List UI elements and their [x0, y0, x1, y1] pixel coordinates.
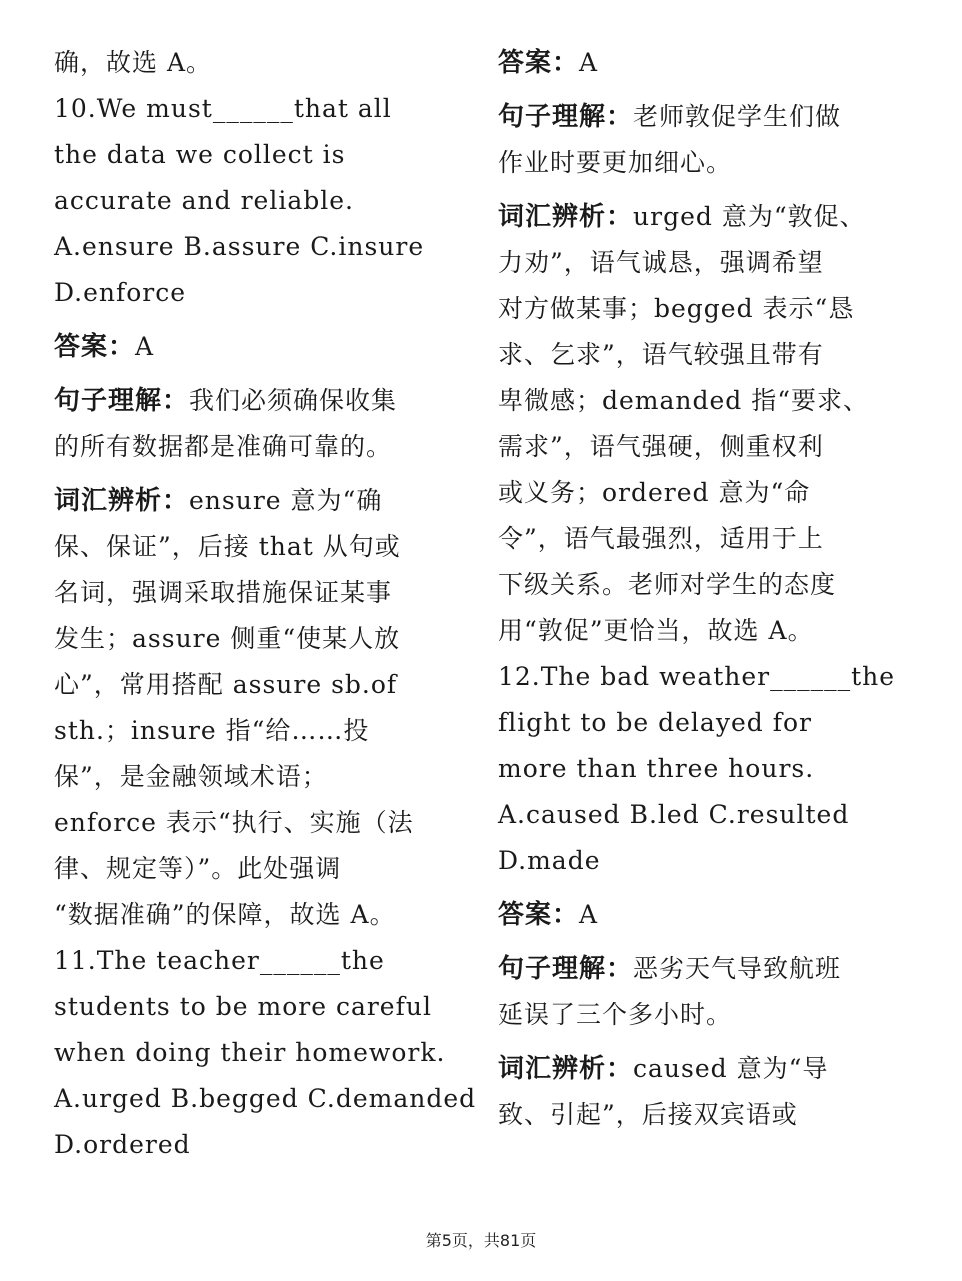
text-line — [54, 846, 454, 892]
line-text: “数据准确”的保障，故选 A。 — [54, 900, 396, 929]
line-text: 名词，强调采取措施保证某事 — [54, 578, 393, 607]
text-line — [54, 708, 454, 754]
section-label: 词汇辨析： — [498, 1054, 634, 1084]
section-label: 句子理解： — [498, 102, 634, 132]
line-text: A.urged B.begged C.demanded — [54, 1084, 477, 1113]
text-line — [498, 194, 898, 240]
text-line — [54, 224, 454, 270]
line-text: enforce 表示“执行、实施（法 — [54, 808, 414, 837]
line-text: 11.The teacher______the — [54, 946, 385, 975]
line-text: 恶劣天气导致航班 — [633, 954, 842, 983]
section-label: 词汇辨析： — [54, 486, 190, 516]
text-line — [54, 178, 454, 224]
section-label: 句子理解： — [498, 954, 634, 984]
line-text: A — [579, 48, 599, 77]
text-line — [54, 892, 454, 938]
line-text: urged 意为“敦促、 — [633, 202, 866, 231]
text-line — [498, 1092, 898, 1138]
line-text: more than three hours. — [498, 754, 815, 783]
left-column — [54, 40, 477, 1168]
line-text: students to be more careful — [54, 992, 432, 1021]
text-line — [54, 132, 454, 178]
text-line — [54, 984, 454, 1030]
line-text: flight to be delayed for — [498, 708, 812, 737]
text-line — [498, 608, 898, 654]
line-text: D.ordered — [54, 1130, 191, 1159]
text-line — [498, 240, 898, 286]
text-line — [498, 516, 898, 562]
line-text: A — [579, 900, 599, 929]
line-text: 10.We must______that all — [54, 94, 392, 123]
text-line — [54, 378, 454, 424]
line-text: 保、保证”，后接 that 从句或 — [54, 532, 401, 561]
line-text: 12.The bad weather______the — [498, 662, 896, 691]
line-text: 律、规定等）”。此处强调 — [54, 854, 342, 883]
line-text: the data we collect is — [54, 140, 346, 169]
text-line — [498, 424, 898, 470]
line-text: caused 意为“导 — [633, 1054, 829, 1083]
text-line — [498, 286, 898, 332]
text-line — [54, 86, 454, 132]
text-line — [498, 562, 898, 608]
text-line — [498, 140, 898, 186]
text-line — [498, 838, 898, 884]
line-text: 作业时要更加细心。 — [498, 148, 733, 177]
line-text: 发生；assure 侧重“使某人放 — [54, 624, 401, 653]
text-line — [54, 40, 454, 86]
text-line — [54, 524, 454, 570]
section-label: 答案： — [498, 900, 580, 930]
text-line — [498, 94, 898, 140]
text-line — [54, 1030, 454, 1076]
text-line — [54, 754, 454, 800]
line-text: D.made — [498, 846, 601, 875]
line-text: 老师敦促学生们做 — [633, 102, 842, 131]
line-text: D.enforce — [54, 278, 187, 307]
text-line — [54, 424, 454, 470]
text-line — [54, 616, 454, 662]
text-line — [54, 478, 454, 524]
text-line — [498, 946, 898, 992]
line-text: 求、乞求”，语气较强且带有 — [498, 340, 824, 369]
text-line — [498, 654, 898, 700]
text-line — [54, 570, 454, 616]
line-text: when doing their homework. — [54, 1038, 446, 1067]
line-text: A — [135, 332, 155, 361]
text-line — [498, 1046, 898, 1092]
text-line — [54, 1122, 454, 1168]
line-text: 致、引起”，后接双宾语或 — [498, 1100, 798, 1129]
text-line — [54, 324, 454, 370]
right-column — [498, 40, 898, 1138]
line-text: ensure 意为“确 — [189, 486, 383, 515]
line-text: 确，故选 A。 — [54, 48, 213, 77]
text-line — [498, 892, 898, 938]
line-text: 令”，语气最强烈，适用于上 — [498, 524, 824, 553]
line-text: 心”，常用搭配 assure sb.of — [54, 670, 398, 699]
line-text: 卑微感；demanded 指“要求、 — [498, 386, 870, 415]
section-label: 答案： — [498, 48, 580, 78]
line-text: 力劝”，语气诚恳，强调希望 — [498, 248, 824, 277]
line-text: accurate and reliable. — [54, 186, 354, 215]
text-line — [54, 270, 454, 316]
text-line — [498, 700, 898, 746]
line-text: 延误了三个多小时。 — [498, 1000, 733, 1029]
text-line — [498, 470, 898, 516]
line-text: A.ensure B.assure C.insure — [54, 232, 425, 261]
text-line — [498, 332, 898, 378]
line-text: 对方做某事；begged 表示“恳 — [498, 294, 855, 323]
line-text: 下级关系。老师对学生的态度 — [498, 570, 837, 599]
text-line — [498, 792, 898, 838]
text-line — [54, 662, 454, 708]
text-line — [498, 992, 898, 1038]
line-text: A.caused B.led C.resulted — [498, 800, 850, 829]
line-text: 需求”，语气强硬，侧重权利 — [498, 432, 824, 461]
line-text: 我们必须确保收集 — [189, 386, 398, 415]
line-text: sth.；insure 指“给……投 — [54, 716, 370, 745]
line-text: 或义务；ordered 意为“命 — [498, 478, 811, 507]
text-line — [54, 800, 454, 846]
text-line — [498, 746, 898, 792]
section-label: 词汇辨析： — [498, 202, 634, 232]
text-line — [498, 40, 898, 86]
text-line — [54, 1076, 477, 1122]
text-line — [498, 378, 898, 424]
line-text: 用“敦促”更恰当，故选 A。 — [498, 616, 814, 645]
text-line — [54, 938, 454, 984]
line-text: 保”，是金融领域术语； — [54, 762, 328, 791]
page-footer: 第5页，共81页 — [425, 1231, 537, 1250]
section-label: 句子理解： — [54, 386, 190, 416]
section-label: 答案： — [54, 332, 136, 362]
line-text: 的所有数据都是准确可靠的。 — [54, 432, 393, 461]
